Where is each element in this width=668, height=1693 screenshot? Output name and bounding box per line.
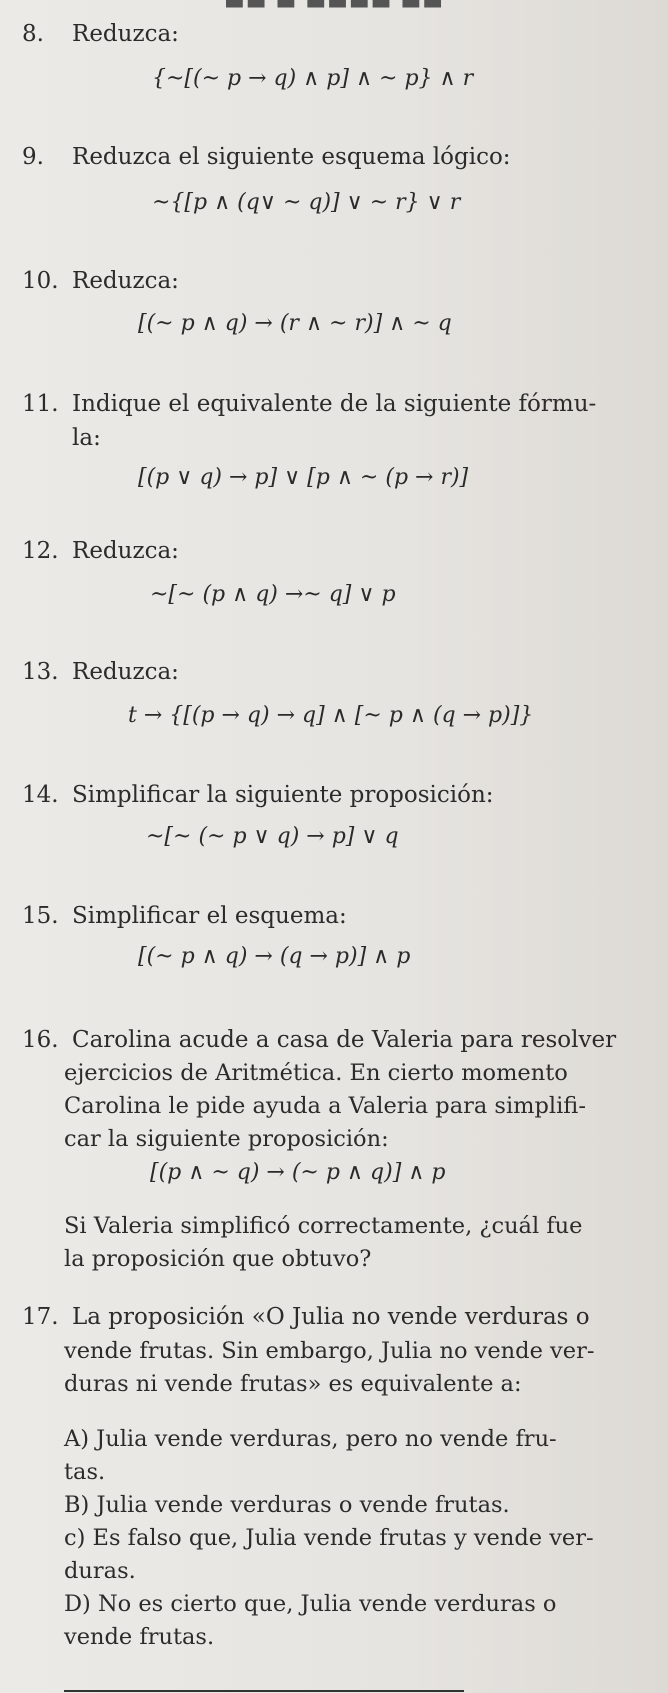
problem-number: 13. [22, 659, 59, 685]
option-b-line-1: B) Julia vende verduras o vende frutas. [64, 1492, 510, 1518]
option-d-line-2: vende frutas. [64, 1624, 215, 1650]
problem-16-question [64, 1210, 654, 1276]
problem-17-text [64, 1335, 654, 1401]
problem-10-formula: [(~ p ∧ q) → (r ∧ ~ r)] ∧ ~ q [138, 311, 452, 336]
problem-17-line-1: La proposición «O Julia no vende verduras o [72, 1304, 590, 1330]
problem-number: 15. [22, 903, 59, 929]
problem-number: 14. [22, 782, 59, 808]
problem-13-formula: t → {[(p → q) → q] ∧ [~ p ∧ (q → p)]} [128, 703, 534, 728]
problem-instruction: Indique el equivalente de la siguiente fórmu- [72, 391, 597, 417]
problem-number: 9. [22, 144, 44, 170]
problem-instruction: Reduzca el siguiente esquema lógico: [72, 144, 511, 170]
problem-16-number-line [22, 1026, 616, 1054]
problem-16-after-line-2: la proposición que obtuvo? [64, 1246, 372, 1272]
cropped-header-fragment: ▬▬ ▬ ▬▬▬▬ ▬▬ [223, 0, 445, 15]
problem-11-heading [22, 390, 596, 418]
problem-15-formula: [(~ p ∧ q) → (q → p)] ∧ p [138, 944, 411, 969]
problem-16-line-4: car la siguiente proposición: [64, 1126, 389, 1152]
option-c[interactable] [64, 1522, 654, 1588]
problem-number: 8. [22, 21, 44, 47]
problem-8-formula: {~[(~ p → q) ∧ p] ∧ ~ p} ∧ r [152, 66, 474, 91]
problem-14-heading [22, 781, 494, 809]
problem-instruction: Simplificar el esquema: [72, 903, 347, 929]
problem-16-after-line-1: Si Valeria simplificó correctamente, ¿cuál fue [64, 1213, 583, 1239]
problem-instruction: Reduzca: [72, 21, 179, 47]
problem-13-heading [22, 658, 179, 686]
problem-16-line-2: ejercicios de Aritmética. En cierto momento [64, 1060, 568, 1086]
problem-17-number-line [22, 1303, 590, 1331]
option-b[interactable] [64, 1489, 654, 1522]
problem-10-heading [22, 267, 179, 295]
option-d[interactable] [64, 1588, 654, 1654]
problem-17-line-2: vende frutas. Sin embargo, Julia no vende ver- [64, 1338, 595, 1364]
problem-instruction: Reduzca: [72, 268, 179, 294]
problem-instruction: Simplificar la siguiente proposición: [72, 782, 494, 808]
problem-instruction: Reduzca: [72, 538, 179, 564]
problem-17-line-3: duras ni vende frutas» es equivalente a: [64, 1371, 522, 1397]
problem-15-heading [22, 902, 347, 930]
problem-16-text [64, 1057, 654, 1156]
problem-14-formula: ~[~ (~ p ∨ q) → p] ∨ q [146, 824, 399, 849]
problem-number: 17. [22, 1304, 59, 1330]
problem-16-formula: [(p ∧ ~ q) → (~ p ∧ q)] ∧ p [150, 1160, 446, 1185]
problem-11-formula: [(p ∨ q) → p] ∨ [p ∧ ~ (p → r)] [138, 465, 469, 490]
option-d-line-1: D) No es cierto que, Julia vende verduras o [64, 1591, 557, 1617]
problem-number: 12. [22, 538, 59, 564]
option-c-line-2: duras. [64, 1558, 136, 1584]
option-a-line-2: tas. [64, 1459, 106, 1485]
option-c-line-1: c) Es falso que, Julia vende frutas y vende ver- [64, 1525, 594, 1551]
problem-11-heading-continuation: la: [72, 425, 101, 451]
problem-number: 16. [22, 1027, 59, 1053]
option-a-line-1: A) Julia vende verduras, pero no vende fru- [64, 1426, 557, 1452]
problem-9-heading [22, 143, 511, 171]
problem-16-line-3: Carolina le pide ayuda a Valeria para simplifi- [64, 1093, 586, 1119]
problem-number: 10. [22, 268, 59, 294]
option-a[interactable] [64, 1423, 654, 1489]
problem-12-formula: ~[~ (p ∧ q) →~ q] ∨ p [150, 582, 396, 607]
problem-9-formula: ~{[p ∧ (q∨ ~ q)] ∨ ~ r} ∨ r [152, 190, 461, 215]
problem-8-heading [22, 20, 179, 48]
bottom-rule [64, 1690, 464, 1692]
problem-12-heading [22, 537, 179, 565]
problem-instruction: Reduzca: [72, 659, 179, 685]
problem-16-line-1: Carolina acude a casa de Valeria para resolver [72, 1027, 617, 1053]
problem-number: 11. [22, 391, 59, 417]
